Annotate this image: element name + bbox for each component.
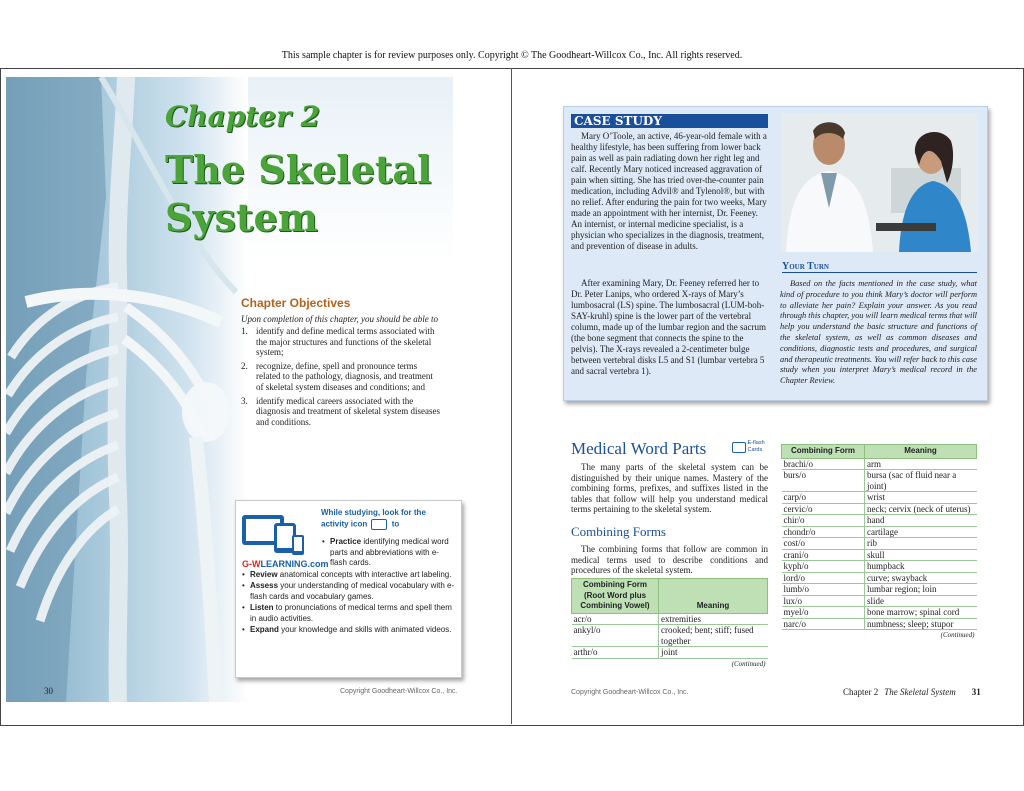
column-header-combining-form: Combining Form (782, 445, 865, 459)
list-item: • Assess your understanding of medical vocabulary with e-flash cards and vocabulary games. (240, 581, 455, 602)
table-row: burs/o bursa (sac of fluid near a joint) (782, 470, 977, 492)
continued-note: (Continued) (731, 659, 766, 668)
list-item: • Practice identifying medical word parts and abbreviations with e-flash cards. (320, 537, 455, 569)
combining-forms-text: The combining forms that follow are common in medical terms used to describe conditions and procedures of the skeletal system. (571, 544, 768, 576)
table-row: lord/o curve; swayback (782, 572, 977, 584)
case-study-paragraph-2: After examining Mary, Dr. Feeney referred her to Dr. Peter Lanips, who ordered X-rays of Mary’s lumbosacral (LS) spine. The lumbosacral (LUM-boh-SAY-kruhl) spine is the lower part of the vertebral column, made up of the lumbar region and the sacrum (the bone segment that connects the spine to the pelvis). The X-rays revealed a 2-centimeter bulge between vertebral disks L5 and S1 (lumbar vertebra 5 and sacral vertebra 1). (571, 278, 766, 376)
table-row: myel/o bone marrow; spinal cord (782, 607, 977, 619)
combining-forms-table-2 (781, 444, 977, 641)
column-header-meaning: Meaning (865, 445, 977, 459)
chapter-title-line1: The Skeletal (165, 147, 432, 192)
table-row: crani/o skull (782, 549, 977, 561)
table-row: carp/o wrist (782, 492, 977, 504)
your-turn-text: Based on the facts mentioned in the case study, what kind of procedure to you think Mary’s doctor will perform to alleviate her pain? Explain your answer. As you read through this chapter, you will learn medical terms that will help you understand the basic structure and functions of the skeletal system, as well as common diseases and conditions, diagnostic tests and procedures, and surgical and therapeutic treatments. You will refer back to this case study when you interpret Mary’s medical record in the Chapter Review. (780, 279, 977, 386)
table-row: kyph/o humpback (782, 561, 977, 573)
objectives-intro: Upon completion of this chapter, you should be able to (241, 314, 438, 324)
page-gutter (511, 68, 512, 724)
page-number-right: 31 (971, 687, 981, 697)
list-item: 1. identify and define medical terms associated with the major structures and functions of the skeletal system; (241, 326, 435, 358)
combining-forms-table-1 (571, 578, 768, 669)
gw-learning-logo: G-WLEARNING.com (242, 559, 329, 569)
eflash-cards-link[interactable]: E-flash Cards (732, 440, 765, 454)
table-row: brachi/o arm (782, 458, 977, 470)
objectives-list (241, 326, 441, 430)
list-item: 2. recognize, define, spell and pronounce terms related to the pathology, diagnosis, and treatment of skeletal system diseases and conditions; and (241, 360, 433, 392)
medical-word-parts-text: The many parts of the skeletal system can be distinguished by their unique names. Mastery of the combining forms, prefixes, and suffixes listed in the tables that follow will help you understand medical terms pertaining to the skeletal system. (571, 462, 768, 515)
gw-learning-box (235, 500, 462, 678)
chapter-number: Chapter 2 (165, 100, 321, 133)
review-notice: This sample chapter is for review purposes only. Copyright © The Goodheart-Willcox Co., Inc. All rights reserved. (281, 50, 743, 61)
table-row: cervic/o neck; cervix (neck of uterus) (782, 503, 977, 515)
table-row: acr/o extremities (572, 613, 768, 625)
activity-icon (371, 519, 387, 530)
case-study-heading: CASE STUDY (571, 114, 768, 128)
table-row: chondr/o cartilage (782, 526, 977, 538)
copyright-left: Copyright Goodheart-Willcox Co., Inc. (340, 688, 458, 695)
page-number-left: 30 (44, 686, 53, 696)
chapter-title (165, 146, 431, 242)
continued-note: (Continued) (940, 631, 975, 639)
copyright-right: Copyright Goodheart-Willcox Co., Inc. (571, 689, 689, 696)
table-row: lux/o slide (782, 595, 977, 607)
table-row: chir/o hand (782, 515, 977, 527)
doctor-patient-photo (781, 113, 978, 252)
column-header-combining-form: Combining Form (Root Word plus Combining Vowel) (572, 579, 659, 614)
gw-box-heading: While studying, look for the activity icon to (321, 508, 426, 529)
table-row: ankyl/o crooked; bent; stiff; fused together (572, 625, 768, 647)
table-row: lumb/o lumbar region; loin (782, 584, 977, 596)
table-row: cost/o rib (782, 538, 977, 550)
list-item: • Review anatomical concepts with interactive art labeling. (240, 570, 455, 581)
table-row: arthr/o joint (572, 647, 768, 659)
gw-activity-list (240, 537, 455, 637)
column-header-meaning: Meaning (659, 579, 768, 614)
medical-word-parts-heading: Medical Word Parts (571, 439, 707, 458)
list-item: 3. identify medical careers associated with the diagnosis and treatment of skeletal system diseases and conditions. (241, 395, 440, 427)
objectives-heading: Chapter Objectives (241, 296, 351, 310)
your-turn-heading: Your Turn (782, 261, 977, 273)
combining-forms-heading: Combining Forms (571, 524, 666, 539)
list-item: • Listen to pronunciations of medical terms and spell them in audio activities. (240, 603, 455, 624)
chapter-title-line2: System (165, 195, 318, 240)
list-item: • Expand your knowledge and skills with animated videos. (240, 625, 455, 636)
running-footer: Chapter 2 The Skeletal System 31 (843, 687, 981, 697)
table-row: narc/o numbness; sleep; stupor (782, 618, 977, 630)
case-study-paragraph-1: Mary O’Toole, an active, 46-year-old female with a healthy lifestyle, has been suffering from lower back pain as well as pain radiating down her right leg and calf. Recently Mary noticed increased aggravation of pain when sitting. She has tried over-the-counter pain medication, including Advil® and Tylenol®, but with no relief. After enduring the pain for two weeks, Mary made an appointment with her internist, Dr. Feeney. An internist, or internal medicine specialist, is a physician who specializes in the diagnosis, treatment, and prevention of disease in adults. (571, 131, 767, 251)
eflash-icon (732, 442, 746, 453)
